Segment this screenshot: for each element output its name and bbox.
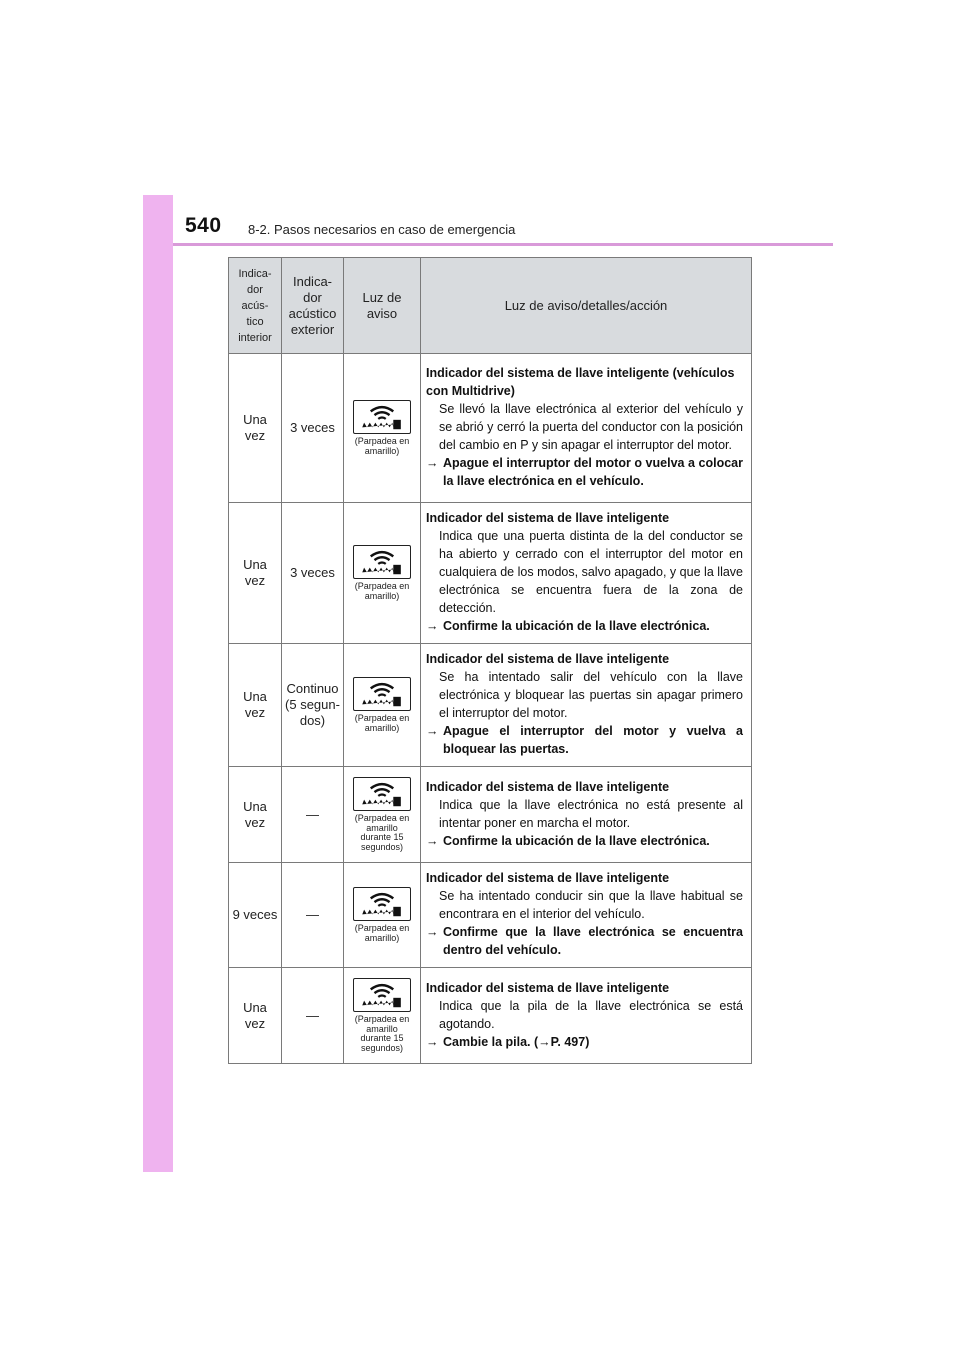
row-description: Indica que la pila de la llave electrónica se está agotando. (439, 998, 743, 1031)
page-number: 540 (185, 214, 222, 237)
interior-buzzer-cell: 9 veces (229, 863, 282, 968)
warning-light-cell (344, 354, 421, 503)
header-divider (173, 243, 833, 246)
details-cell (421, 644, 752, 767)
details-cell (421, 767, 752, 863)
interior-buzzer-cell: Una vez (229, 767, 282, 863)
row-action: → Apague el interruptor del motor o vuelva a colocar la llave electrónica en el vehículo. (426, 456, 743, 488)
warning-light-caption: (Parpadea en amarillo durante 15 segundos) (354, 1014, 410, 1053)
smart-key-warning-icon (353, 545, 411, 579)
row-title: Indicador del sistema de llave inteligente (426, 980, 670, 995)
smart-key-warning-icon (353, 677, 411, 711)
smart-key-warning-icon (353, 777, 411, 811)
arrow-right-icon: → (426, 724, 439, 738)
table-row (229, 863, 752, 968)
warning-light-cell (344, 968, 421, 1064)
warning-light-cell (344, 767, 421, 863)
details-cell (421, 354, 752, 503)
exterior-buzzer-cell: — (282, 767, 344, 863)
row-title: Indicador del sistema de llave inteligente (426, 871, 670, 885)
warning-light-cell (344, 644, 421, 767)
smart-key-warning-icon (353, 400, 411, 434)
warning-light-caption: (Parpadea en amarillo) (354, 436, 410, 456)
row-description: Indica que una puerta distinta de la del conductor se ha abierto y cerrado con el interruptor del motor en cualquiera de los modos, salvo apagado, y que la llave electrónica se encuentra fuera de la zona de detección. (439, 529, 743, 615)
interior-buzzer-cell: Una vez (229, 968, 282, 1064)
header-warning-light: Luz de aviso (344, 258, 421, 354)
smart-key-warning-icon (353, 978, 411, 1012)
warning-light-cell (344, 503, 421, 644)
exterior-buzzer-cell: — (282, 863, 344, 968)
warning-light-caption: (Parpadea en amarillo) (354, 713, 410, 733)
row-action: → Confirme que la llave electrónica se encuentra dentro del vehículo. (426, 925, 743, 957)
row-title: Indicador del sistema de llave inteligente (vehículos con Multidrive) (426, 366, 735, 398)
row-description: Se ha intentado salir del vehículo con la llave electrónica y bloquear las puertas sin apagar primero el interruptor del motor. (439, 670, 743, 720)
warning-light-cell (344, 863, 421, 968)
arrow-right-icon: → (426, 456, 439, 470)
smart-key-warning-icon (353, 887, 411, 921)
section-title: 8-2. Pasos necesarios en caso de emergencia (248, 222, 516, 237)
row-title: Indicador del sistema de llave inteligente (426, 511, 670, 525)
header-exterior-buzzer: Indica- dor acústico exterior (282, 258, 344, 354)
exterior-buzzer-cell: 3 veces (282, 354, 344, 503)
arrow-right-icon: → (426, 619, 439, 633)
arrow-right-icon: → (426, 833, 439, 848)
interior-buzzer-cell: Una vez (229, 354, 282, 503)
chapter-tab-strip (143, 195, 173, 1172)
details-cell (421, 863, 752, 968)
warning-light-caption: (Parpadea en amarillo durante 15 segundos) (354, 813, 410, 852)
header-details: Luz de aviso/detalles/acción (421, 258, 752, 354)
header-interior-buzzer: Indica- dor acús- tico interior (229, 258, 282, 354)
row-action: → Cambie la pila. (→P. 497) (426, 1034, 590, 1049)
table-row (229, 968, 752, 1064)
warning-light-caption: (Parpadea en amarillo) (354, 923, 410, 943)
exterior-buzzer-cell: Continuo (5 segun- dos) (282, 644, 344, 767)
warning-light-caption: (Parpadea en amarillo) (354, 581, 410, 601)
arrow-right-icon: → (426, 1034, 439, 1049)
row-title: Indicador del sistema de llave inteligente (426, 779, 670, 794)
table-row (229, 644, 752, 767)
row-title: Indicador del sistema de llave inteligente (426, 652, 670, 666)
interior-buzzer-cell: Una vez (229, 644, 282, 767)
warning-table (228, 257, 752, 1064)
exterior-buzzer-cell: — (282, 968, 344, 1064)
interior-buzzer-cell: Una vez (229, 503, 282, 644)
row-action: → Apague el interruptor del motor y vuelva a bloquear las puertas. (426, 724, 743, 756)
details-cell (421, 503, 752, 644)
row-description: Se llevó la llave electrónica al exterior del vehículo y se abrió y cerró la puerta del conductor con la posición del cambio en P y sin apagar el interruptor del motor. (439, 402, 743, 452)
table-row (229, 767, 752, 863)
details-cell (421, 968, 752, 1064)
row-description: Indica que la llave electrónica no está presente al intentar poner en marcha el motor. (439, 797, 743, 830)
row-description: Se ha intentado conducir sin que la llave habitual se encontrara en el interior del vehículo. (439, 889, 743, 921)
table-row (229, 354, 752, 503)
table-row (229, 503, 752, 644)
exterior-buzzer-cell: 3 veces (282, 503, 344, 644)
row-action: → Confirme la ubicación de la llave electrónica. (426, 833, 710, 848)
table-header-row (229, 258, 752, 354)
arrow-right-icon: → (426, 925, 439, 939)
row-action: → Confirme la ubicación de la llave electrónica. (426, 619, 710, 633)
